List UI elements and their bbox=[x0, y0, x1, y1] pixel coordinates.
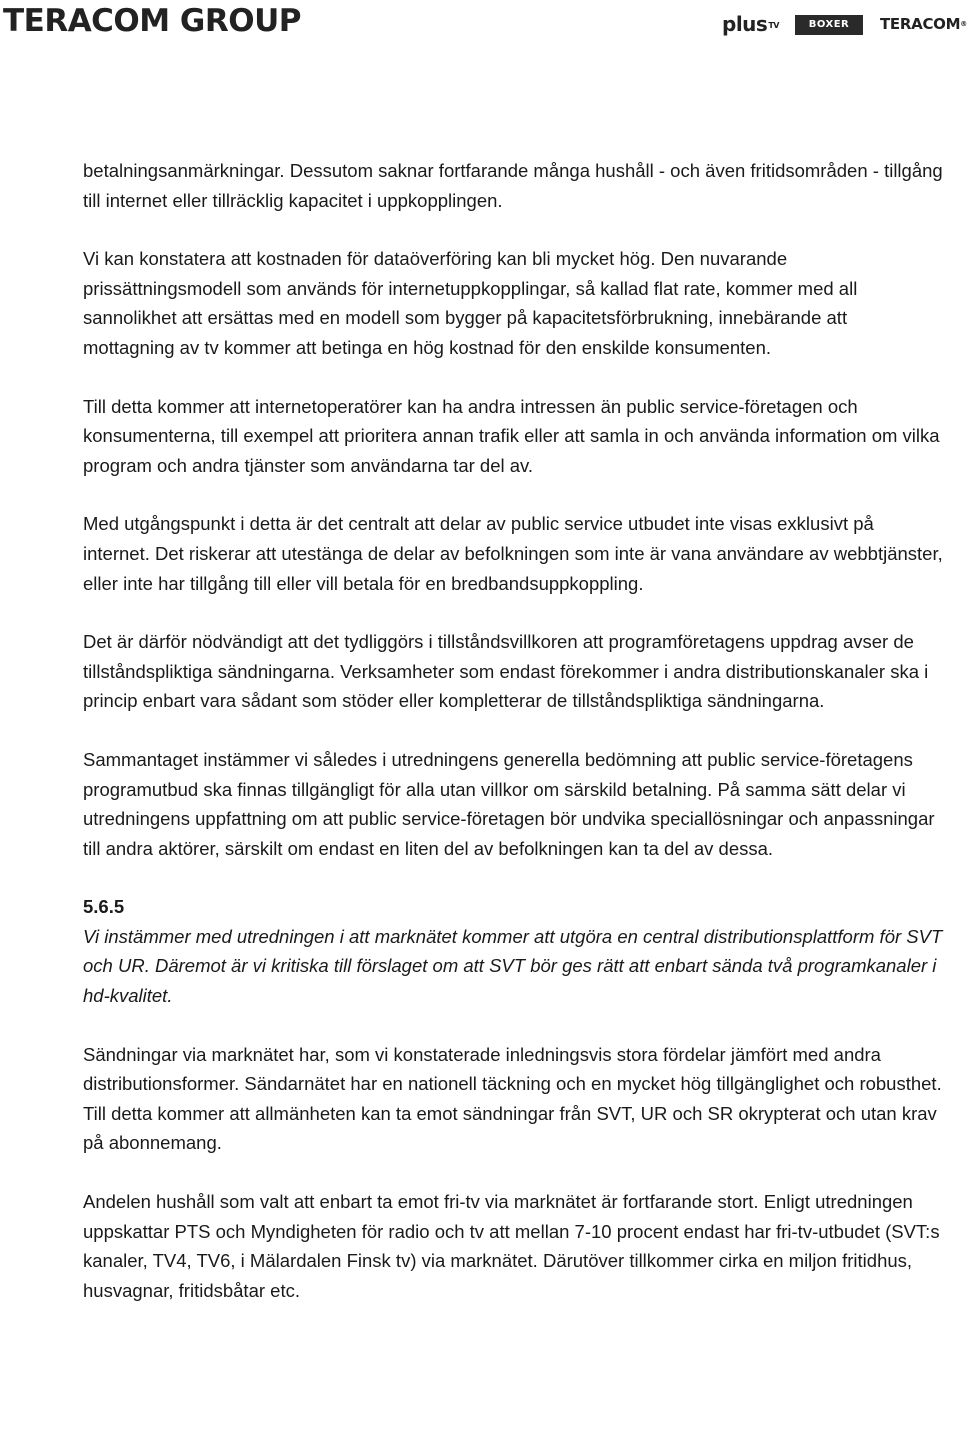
plus-tv-logo-sup: TV bbox=[768, 21, 779, 30]
plus-tv-logo-text: plus bbox=[722, 12, 768, 36]
boxer-logo: BOXER bbox=[795, 15, 863, 35]
paragraph: Sammantaget instämmer vi således i utredningens generella bedömning att public service-företagens programutbud ska finnas tillgängligt för alla utan villkor om särskild betalning. På samma sätt delar vi utredningens uppfattning om att public service-företagen bör undvika speciallösningar och anpassningar till andra aktörer, särskilt om endast en liten del av befolkningen kan ta del av dessa. bbox=[83, 748, 935, 859]
paragraph: Det är därför nödvändigt att det tydliggörs i tillståndsvillkoren att programföretagens uppdrag avser de tillståndspliktiga sändningarna. Verksamheter som endast förekommer i andra distributionskanaler ska i princip enbart vara sådant som stöder eller kompletterar de tillståndspliktiga sändningarna. bbox=[83, 631, 929, 712]
paragraph: Vi kan konstatera att kostnaden för dataöverföring kan bli mycket hög. Den nuvarande prissättningsmodell som används för internetuppkopplingar, så kallad flat rate, kommer med all sannolikhet att ersättas med en modell som bygger på kapacitetsförbrukning, innebärande att mottagning av tv kommer att betinga en hög kostnad för den enskilde konsumenten. bbox=[83, 248, 858, 358]
section-number: 5.6.5 bbox=[83, 896, 125, 918]
paragraph: Till detta kommer att internetoperatörer kan ha andra intressen än public service-företagen och konsumenterna, till exempel att prioritera annan trafik eller att samla in och använda information om vilka program och andra tjänster som användarna tar del av. bbox=[83, 395, 940, 476]
teracom-logo-text: TERACOM bbox=[880, 15, 961, 33]
teracom-logo bbox=[880, 13, 967, 35]
document-body bbox=[83, 156, 943, 1334]
teracom-group-logo: TERACOM GROUP bbox=[3, 3, 301, 39]
paragraph: Med utgångspunkt i detta är det centralt att delar av public service utbudet inte visas exklusivt på internet. Det riskerar att utestänga de delar av befolkningen som inte är vana användare av webbtjänster, eller inte har tillgång till eller vill betala för en bredbandsuppkoppling. bbox=[83, 513, 943, 594]
paragraph: betalningsanmärkningar. Dessutom saknar fortfarande många hushåll - och även fritidsområden - tillgång till internet eller tillräcklig kapacitet i uppkopplingen. bbox=[83, 160, 943, 211]
paragraph: Sändningar via marknätet har, som vi konstaterade inledningsvis stora fördelar jämfört med andra distributionsformer. Sändarnätet har en nationell täckning och en mycket hög tillgänglighet och robusthet. Till detta kommer att allmänheten kan ta emot sändningar från SVT, UR och SR okrypterat och utan krav på abonnemang. bbox=[83, 1043, 942, 1154]
page-header bbox=[0, 0, 967, 50]
paragraph: Andelen hushåll som valt att enbart ta emot fri-tv via marknätet är fortfarande stort. Enligt utredningen uppskattar PTS och Myndigheten för radio och tv att mellan 7-10 procent endast har fri-tv-utbudet (SVT:s kanaler, TV4, TV6, i Mälardalen Finsk tv) via marknätet. Därutöver tillkommer cirka en miljon fritidhus, husvagnar, fritidsbåtar etc. bbox=[83, 1191, 940, 1301]
plus-tv-logo bbox=[722, 11, 779, 37]
teracom-logo-sup: ® bbox=[960, 20, 967, 28]
section-statement: Vi instämmer med utredningen i att marknätet kommer att utgöra en central distributionsplattform för SVT och UR. Däremot är vi kritiska till förslaget om att SVT bör ges rätt att enbart sända två programkanaler i hd-kvalitet. bbox=[83, 925, 943, 1007]
